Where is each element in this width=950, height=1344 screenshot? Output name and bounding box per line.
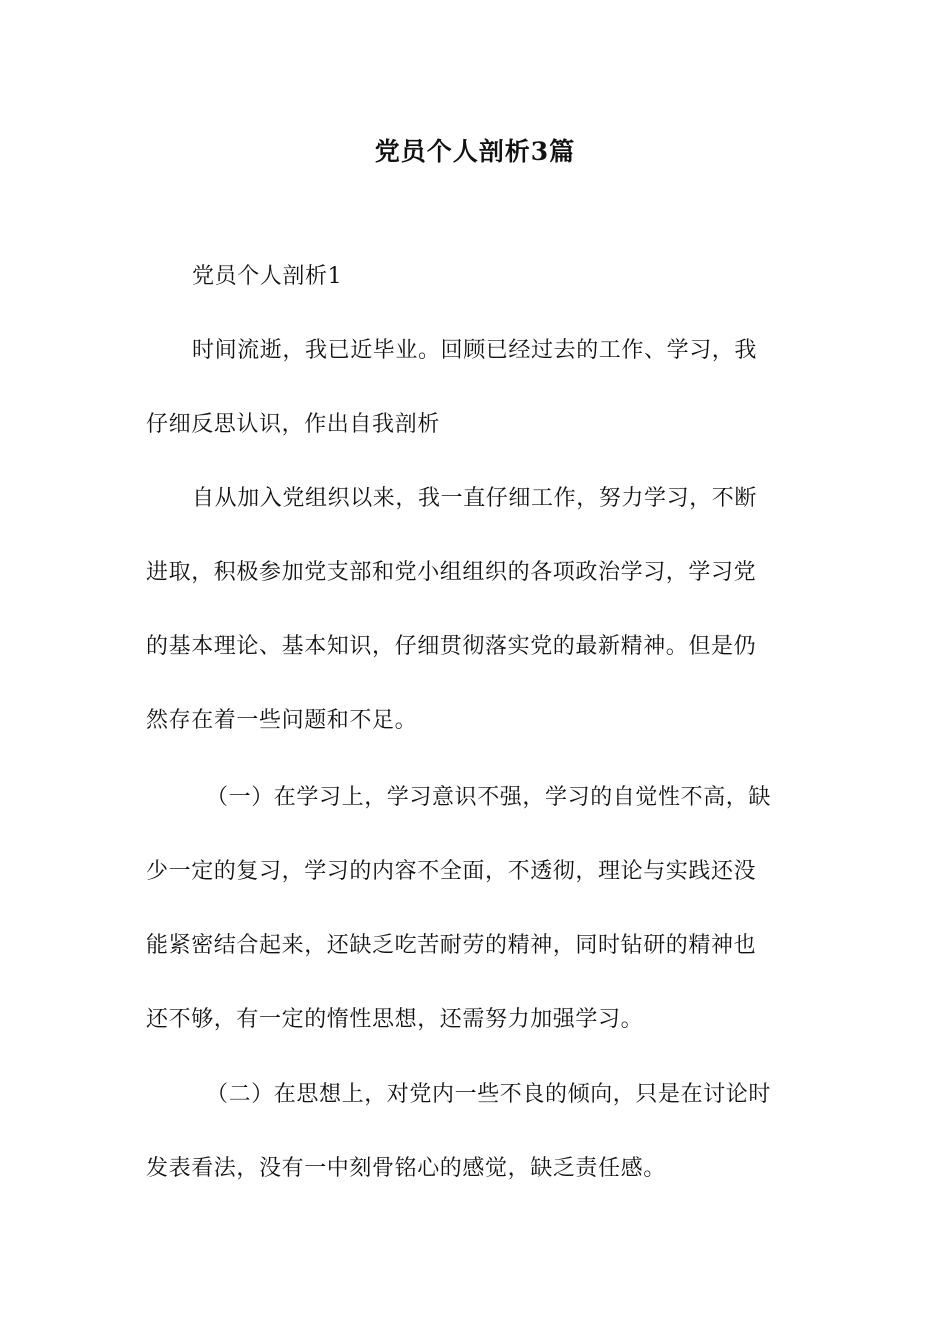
paragraph-1 bbox=[146, 314, 806, 462]
paragraph-line: 时间流逝，我已近毕业。回顾已经过去的工作、学习，我 bbox=[192, 338, 758, 363]
page-title: 党员个人剖析3篇 bbox=[374, 137, 576, 166]
paragraph-line: 还不够，有一定的惰性思想，还需努力加强学习。 bbox=[146, 1007, 644, 1032]
paragraph-line: （一）在学习上，学习意识不强，学习的自觉性不高，缺 bbox=[206, 785, 772, 810]
paragraph-line: 自从加入党组织以来，我一直仔细工作，努力学习，不断 bbox=[192, 486, 758, 511]
paragraph-line: 的基本理论、基本知识，仔细贯彻落实党的最新精神。但是仍 bbox=[146, 634, 757, 659]
paragraph-line: 仔细反思认识，作出自我剖析 bbox=[146, 412, 440, 437]
paragraph-line: 能紧密结合起来，还缺乏吃苦耐劳的精神，同时钻研的精神也 bbox=[146, 933, 757, 958]
section-heading: 党员个人剖析1 bbox=[192, 264, 343, 289]
paragraph-line: 进取，积极参加党支部和党小组组织的各项政治学习，学习党 bbox=[146, 560, 757, 585]
paragraph-2 bbox=[146, 462, 806, 758]
paragraph-3 bbox=[146, 761, 806, 1057]
paragraph-line: 少一定的复习，学习的内容不全面，不透彻，理论与实践还没 bbox=[146, 859, 757, 884]
paragraph-line: （二）在思想上，对党内一些不良的倾向，只是在讨论时 bbox=[206, 1082, 772, 1107]
paragraph-4 bbox=[146, 1058, 806, 1206]
paragraph-line: 发表看法，没有一中刻骨铭心的感觉，缺乏责任感。 bbox=[146, 1156, 666, 1181]
paragraph-line: 然存在着一些问题和不足。 bbox=[146, 708, 418, 733]
